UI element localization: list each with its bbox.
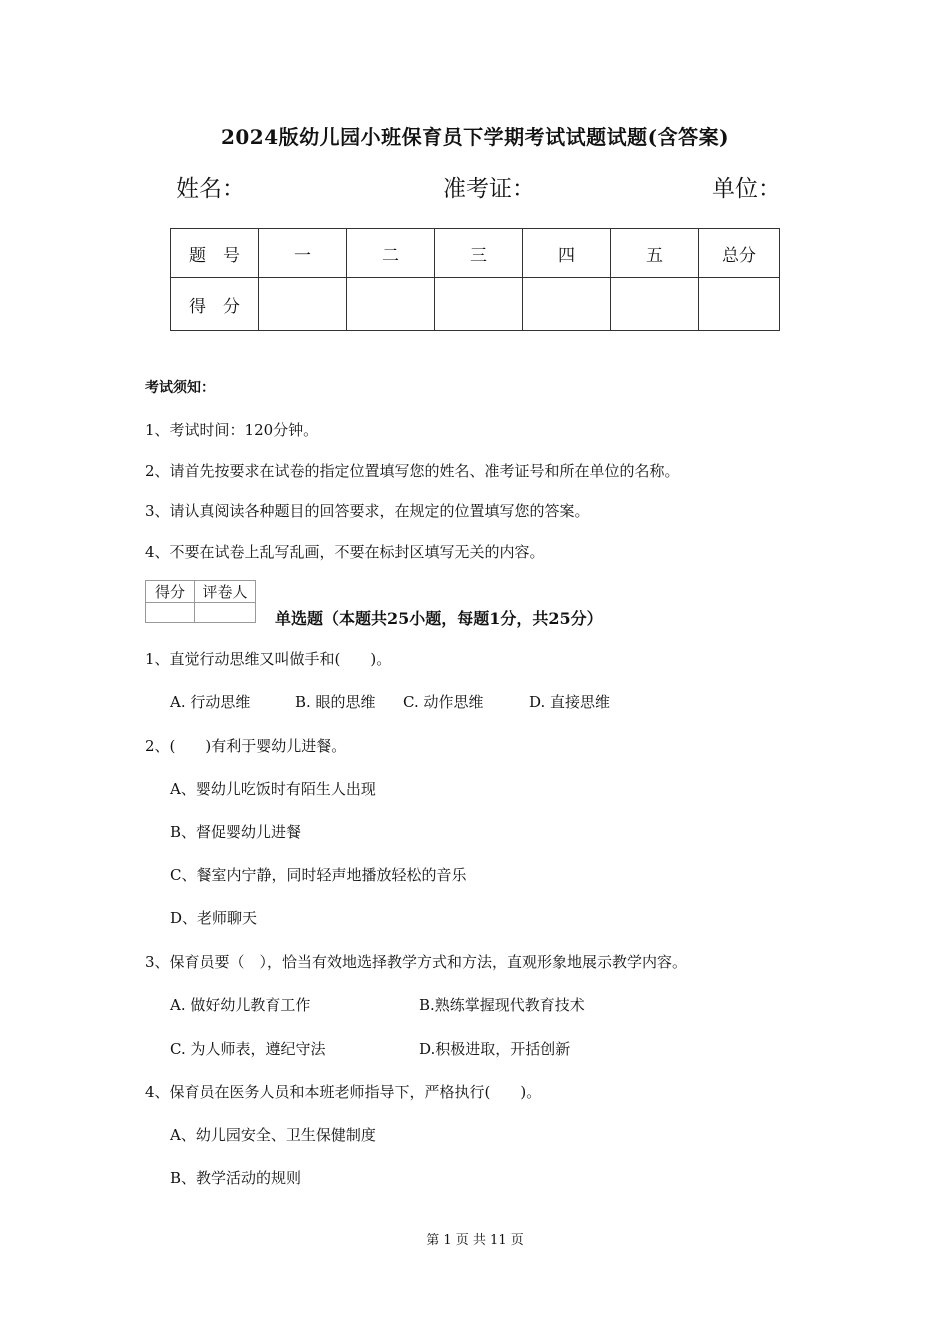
q3-option-d: D.积极进取，开括创新 — [419, 1040, 571, 1058]
score-cell-total — [699, 278, 780, 331]
header-cell-3: 三 — [435, 229, 523, 278]
name-field-label: 姓名： — [176, 176, 245, 202]
score-table-score-row — [171, 278, 780, 331]
question-3: 3、保育员要（ ），恰当有效地选择教学方式和方法，直观形象地展示教学内容。 — [145, 953, 688, 971]
score-cell-3 — [435, 278, 523, 331]
score-table-header-row — [171, 229, 780, 278]
q3-option-a: A. 做好幼儿教育工作 — [170, 996, 311, 1014]
header-cell-question-number: 题 号 — [171, 229, 259, 278]
q1-option-b: B. 眼的思维 — [295, 693, 376, 711]
notice-item-4: 4、不要在试卷上乱写乱画，不要在标封区填写无关的内容。 — [145, 543, 545, 561]
score-cell-4 — [523, 278, 611, 331]
question-4: 4、保育员在医务人员和本班老师指导下，严格执行( )。 — [145, 1083, 542, 1101]
score-cell-5 — [611, 278, 699, 331]
header-cell-2: 二 — [347, 229, 435, 278]
section-title: 单选题（本题共25小题，每题1分，共25分） — [275, 609, 603, 628]
candidate-fields — [0, 170, 950, 204]
score-cell-1 — [259, 278, 347, 331]
score-cell-2 — [347, 278, 435, 331]
unit-field-label: 单位： — [712, 176, 781, 202]
notice-heading: 考试须知： — [145, 380, 215, 396]
grader-box — [145, 580, 256, 623]
notice-item-3: 3、请认真阅读各种题目的回答要求，在规定的位置填写您的答案。 — [145, 502, 590, 520]
q2-option-c: C、餐室内宁静，同时轻声地播放轻松的音乐 — [170, 866, 467, 884]
grader-name-cell — [195, 603, 256, 623]
grader-name-label: 评卷人 — [195, 581, 256, 603]
question-2: 2、( )有利于婴幼儿进餐。 — [145, 737, 347, 755]
grader-score-label: 得分 — [146, 581, 195, 603]
question-1: 1、直觉行动思维又叫做手和( )。 — [145, 650, 392, 668]
q2-option-d: D、老师聊天 — [170, 909, 258, 927]
q2-option-a: A、婴幼儿吃饭时有陌生人出现 — [170, 780, 376, 798]
notice-item-2: 2、请首先按要求在试卷的指定位置填写您的姓名、准考证号和所在单位的名称。 — [145, 462, 680, 480]
page-footer: 第 1 页 共 11 页 — [426, 1233, 524, 1248]
q1-option-c: C. 动作思维 — [403, 693, 484, 711]
q4-option-b: B、教学活动的规则 — [170, 1169, 302, 1187]
header-cell-5: 五 — [611, 229, 699, 278]
grader-score-cell — [146, 603, 195, 623]
q3-option-b: B.熟练掌握现代教育技术 — [419, 996, 585, 1014]
header-cell-total: 总分 — [699, 229, 780, 278]
document-title: 2024版幼儿园小班保育员下学期考试试题试题(含答案) — [220, 125, 730, 149]
q1-option-a: A. 行动思维 — [170, 693, 251, 711]
q4-option-a: A、幼儿园安全、卫生保健制度 — [170, 1126, 376, 1144]
header-cell-1: 一 — [259, 229, 347, 278]
q3-option-c: C. 为人师表，遵纪守法 — [170, 1040, 326, 1058]
header-cell-4: 四 — [523, 229, 611, 278]
notice-item-1: 1、考试时间：120分钟。 — [145, 421, 319, 439]
exam-id-field-label: 准考证： — [443, 176, 535, 202]
score-table — [170, 228, 780, 331]
score-row-label: 得 分 — [171, 278, 259, 331]
q1-option-d: D. 直接思维 — [529, 693, 611, 711]
q2-option-b: B、督促婴幼儿进餐 — [170, 823, 302, 841]
